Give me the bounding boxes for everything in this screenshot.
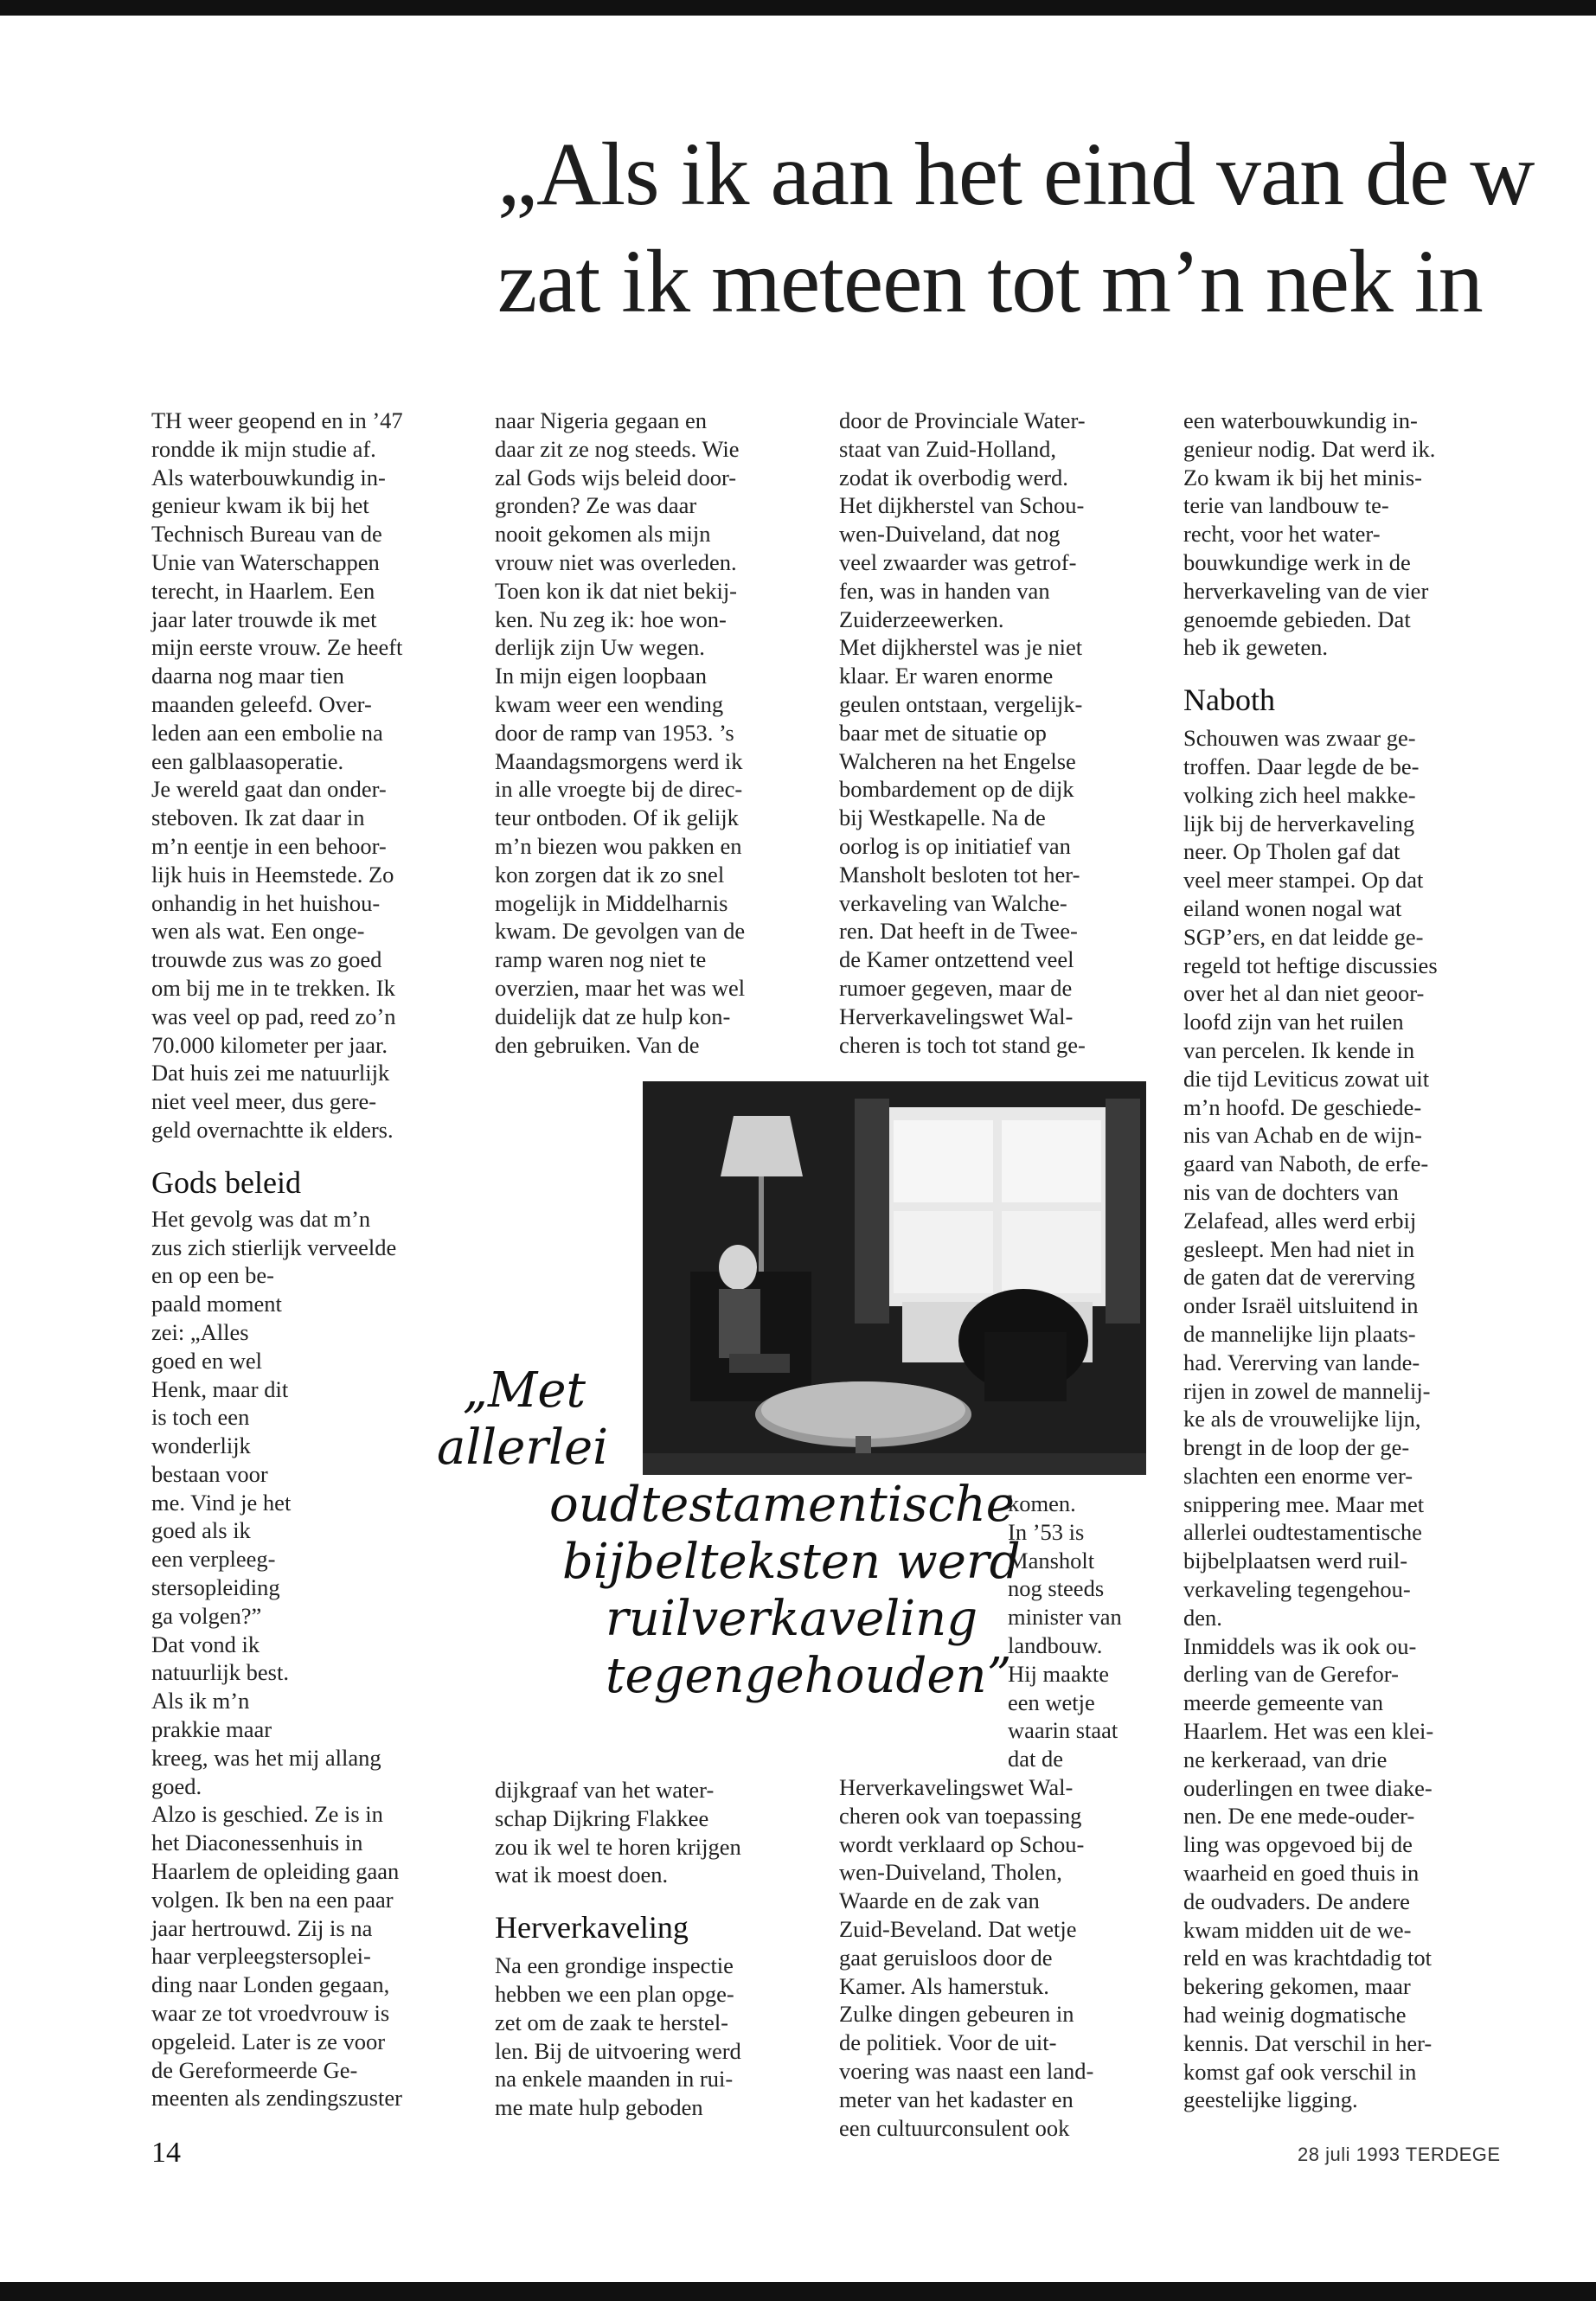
text-line: rijen in zowel de mannelij- [1183, 1377, 1431, 1404]
text-line: door de ramp van 1953. ’s [495, 719, 734, 746]
text-line: Mansholt besloten tot her- [839, 861, 1080, 888]
text-line: bouwkundige werk in de [1183, 548, 1411, 575]
heading-herverkaveling: Herverkaveling [495, 1910, 689, 1945]
text-line: jaar hertrouwd. Zij is na [151, 1914, 373, 1941]
text-line: zet om de zaak te herstel- [495, 2009, 729, 2035]
text-line: naar Nigeria gegaan en [495, 407, 707, 433]
publication-date: 28 juli 1993 TERDEGE [1298, 2144, 1501, 2165]
text-line: me mate hulp geboden [495, 2094, 703, 2121]
text-column-2-bottom [495, 1776, 793, 2122]
col2b-body-after-heading [495, 1952, 793, 2122]
text-line: Na een grondige inspectie [495, 1952, 734, 1979]
text-line: brengt in de loop der ge- [1183, 1434, 1410, 1461]
text-line: oorlog is op initiatief van [839, 832, 1071, 859]
text-line: heb ik geweten. [1183, 634, 1329, 661]
text-line: Walcheren na het Engelse [839, 747, 1076, 774]
text-line: rumoer gegeven, maar de [839, 974, 1073, 1001]
text-line: ke als de vrouwelijke lijn, [1183, 1406, 1421, 1433]
text-line: goed als ik [151, 1517, 251, 1544]
text-line: daarna nog maar tien [151, 663, 344, 689]
text-line: rondde ik mijn studie af. [151, 435, 376, 462]
text-line: teur ontboden. Of ik gelijk [495, 804, 739, 831]
text-line: nis van Achab en de wijn- [1183, 1122, 1422, 1149]
text-line: een galblaasoperatie. [151, 747, 344, 774]
text-line: m’n hoofd. De geschiede- [1183, 1093, 1422, 1120]
text-line: gesleept. Men had niet in [1183, 1235, 1415, 1262]
text-line: schap Dijkring Flakkee [495, 1804, 709, 1831]
text-line: daar zit ze nog steeds. Wie [495, 435, 740, 462]
text-line: recht, voor het water- [1183, 521, 1381, 548]
text-line: onhandig in het huishou- [151, 889, 381, 916]
text-line: ken. Nu zeg ik: hoe won- [495, 606, 727, 632]
text-line: SGP’ers, en dat leidde ge- [1183, 923, 1424, 950]
text-line: de oudvaders. De andere [1183, 1888, 1410, 1914]
text-line: paald moment [151, 1291, 282, 1317]
text-line: baar met de situatie op [839, 719, 1047, 746]
text-line: In ’53 is [1008, 1518, 1085, 1545]
text-line: len. Bij de uitvoering werd [495, 2037, 741, 2064]
text-line: verkaveling tegengehou- [1183, 1576, 1411, 1603]
text-line: ren. Dat heeft in de Twee- [839, 918, 1078, 945]
text-line: steboven. Ik zat daar in [151, 804, 365, 831]
text-line: trouwde zus was zo goed [151, 946, 382, 973]
col3-body [839, 407, 1142, 1059]
text-line: terie van landbouw te- [1183, 492, 1389, 519]
text-line: Als ik m’n [151, 1688, 250, 1715]
text-line: had. Vererving van lande- [1183, 1349, 1420, 1375]
text-line: terecht, in Haarlem. Een [151, 577, 375, 604]
text-line: Mansholt [1008, 1547, 1095, 1574]
text-line: reld en was krachtdadig tot [1183, 1945, 1432, 1971]
pull-quote-line-4: bijbelteksten werd [562, 1534, 1021, 1590]
text-line: wen-Duiveland, dat nog [839, 521, 1061, 548]
text-line: de gaten dat de vererving [1183, 1264, 1415, 1291]
text-line: bijbelplaatsen werd ruil- [1183, 1548, 1408, 1574]
pull-quote-line-1: „Met [463, 1362, 586, 1419]
text-line: mogelijk in Middelharnis [495, 889, 728, 916]
text-line: nen. De ene mede-ouder- [1183, 1803, 1415, 1830]
text-line: Met dijkherstel was je niet [839, 634, 1083, 661]
text-line: na enkele maanden in rui- [495, 2066, 734, 2093]
text-line: landbouw. [1008, 1631, 1103, 1658]
text-line: over het al dan niet geoor- [1183, 980, 1425, 1007]
text-line: en op een be- [151, 1262, 274, 1289]
text-line: bij Westkapelle. Na de [839, 804, 1046, 831]
pull-quote [437, 1362, 1021, 1705]
text-line: klaar. Er waren enorme [839, 663, 1054, 689]
text-line: Zelafead, alles werd erbij [1183, 1207, 1417, 1234]
pull-quote-line-2: allerlei [437, 1420, 609, 1476]
text-line: TH weer geopend en in ’47 [151, 407, 403, 433]
text-line: derlijk zijn Uw wegen. [495, 634, 705, 661]
text-line: den gebruiken. Van de [495, 1031, 700, 1058]
text-line: cheren is toch tot stand ge- [839, 1031, 1086, 1058]
text-line: genoemde gebieden. Dat [1183, 606, 1411, 632]
text-line: Het gevolg was dat m’n [151, 1205, 371, 1232]
text-line: geld overnachtte ik elders. [151, 1116, 394, 1143]
headline-line-1: „Als ik aan het eind van de w [497, 125, 1535, 224]
text-line: nooit gekomen als mijn [495, 521, 711, 548]
text-line: cheren ook van toepassing [839, 1802, 1082, 1829]
col4-body-after-heading [1183, 724, 1495, 2114]
text-line: door de Provinciale Water- [839, 407, 1086, 433]
text-line: de Kamer ontzettend veel [839, 946, 1074, 973]
text-column-3 [839, 407, 1142, 1059]
text-line: Als waterbouwkundig in- [151, 464, 386, 490]
text-line: Haarlem. Het was een klei- [1183, 1718, 1434, 1745]
text-line: die tijd Leviticus zowat uit [1183, 1065, 1430, 1092]
text-line: Dat huis zei me natuurlijk [151, 1060, 390, 1086]
text-line: voering was naast een land- [839, 2057, 1094, 2084]
text-line: Zo kwam ik bij het minis- [1183, 464, 1423, 490]
text-line: de politiek. Voor de uit- [839, 2029, 1057, 2056]
text-line: ga volgen?” [151, 1602, 262, 1629]
text-line: kwam midden uit de we- [1183, 1916, 1412, 1943]
text-line: gaat geruisloos door de [839, 1944, 1053, 1971]
text-line: Hij maakte [1008, 1660, 1109, 1687]
text-line: hebben we een plan opge- [495, 1980, 734, 2007]
text-line: vrouw niet was overleden. [495, 548, 737, 575]
col1-body-after-heading [151, 1205, 454, 2113]
text-line: loofd zijn van het ruilen [1183, 1009, 1404, 1035]
pull-quote-line-6: tegengehouden” [606, 1648, 1012, 1704]
text-line: Technisch Bureau van de [151, 521, 382, 548]
text-line: volgen. Ik ben na een paar [151, 1886, 394, 1913]
text-line: Kamer. Als hamerstuk. [839, 1972, 1049, 1999]
text-line: nog steeds [1008, 1575, 1105, 1602]
pull-quote-line-3: oudtestamentische [549, 1477, 1015, 1533]
text-line: Inmiddels was ik ook ou- [1183, 1632, 1417, 1659]
text-line: genieur nodig. Dat werd ik. [1183, 435, 1436, 462]
text-line: is toch een [151, 1404, 250, 1431]
text-line: veel meer stampei. Op dat [1183, 867, 1424, 894]
text-line: was veel op pad, reed zo’n [151, 1003, 396, 1029]
text-line: geestelijke ligging. [1183, 2086, 1358, 2113]
text-line: me. Vind je het [151, 1489, 292, 1516]
text-line: stersopleiding [151, 1574, 280, 1601]
text-line: een cultuurconsulent ook [839, 2114, 1070, 2141]
headline-line-2: zat ik meteen tot m’n nek in [497, 232, 1483, 331]
text-line: regeld tot heftige discussies [1183, 952, 1438, 978]
text-line: zodat ik overbodig werd. [839, 464, 1068, 490]
text-line: zei: „Alles [151, 1318, 249, 1345]
text-line: den. [1183, 1604, 1222, 1631]
text-line: goed. [151, 1772, 202, 1799]
text-line: Alzo is geschied. Ze is in [151, 1801, 383, 1828]
text-line: meerde gemeente van [1183, 1689, 1384, 1716]
text-line: allerlei oudtestamentische [1183, 1519, 1422, 1546]
col2b-body [495, 1776, 793, 1889]
text-line: wordt verklaard op Schou- [839, 1830, 1085, 1857]
text-line: ling was opgevoed bij de [1183, 1831, 1413, 1858]
text-line: kennis. Dat verschil in her- [1183, 2029, 1433, 2056]
text-line: mijn eerste vrouw. Ze heeft [151, 634, 403, 661]
text-line: zou ik wel te horen krijgen [495, 1833, 741, 1860]
text-line: minister van [1008, 1604, 1122, 1631]
text-line: volking zich heel makke- [1183, 781, 1416, 808]
text-line: lijk huis in Heemstede. Zo [151, 861, 394, 888]
text-line: kwam. De gevolgen van de [495, 918, 746, 945]
text-line: Je wereld gaat dan onder- [151, 776, 387, 803]
article-headline [497, 121, 1596, 336]
text-line: snippering mee. Maar met [1183, 1490, 1425, 1517]
text-line: kreeg, was het mij allang [151, 1744, 381, 1771]
text-line: meenten als zendingszuster [151, 2085, 402, 2112]
text-line: nis van de dochters van [1183, 1178, 1399, 1205]
text-line: wen als wat. Een onge- [151, 918, 365, 945]
heading-naboth: Naboth [1183, 683, 1275, 718]
text-line: goed en wel [151, 1347, 263, 1374]
text-line: ding naar Londen gegaan, [151, 1971, 390, 1998]
text-line: Toen kon ik dat niet bekij- [495, 577, 738, 604]
text-line: meter van het kadaster en [839, 2086, 1074, 2112]
text-line: veel zwaarder was getrof- [839, 548, 1077, 575]
text-line: komen. [1008, 1490, 1076, 1516]
text-line: gronden? Ze was daar [495, 492, 697, 519]
col4-body [1183, 407, 1495, 662]
text-line: geulen ontstaan, vergelijk- [839, 690, 1083, 717]
text-line: ouderlingen en twee diake- [1183, 1774, 1433, 1801]
text-line: wat ik moest doen. [495, 1862, 669, 1888]
text-line: dijkgraaf van het water- [495, 1777, 715, 1803]
text-column-3-narrow [1008, 1490, 1146, 1773]
text-line: Zulke dingen gebeuren in [839, 2001, 1074, 2028]
text-line: de Gereformeerde Ge- [151, 2056, 358, 2083]
text-line: wonderlijk [151, 1433, 251, 1459]
text-line: gaard van Naboth, de erfe- [1183, 1150, 1429, 1177]
text-line: lijk bij de herverkaveling [1183, 810, 1415, 836]
text-line: Unie van Waterschappen [151, 548, 380, 575]
text-line: Henk, maar dit [151, 1375, 289, 1402]
text-line: ramp waren nog niet te [495, 946, 707, 973]
text-line: kwam weer een wending [495, 690, 724, 717]
text-line: In mijn eigen loopbaan [495, 663, 708, 689]
text-line: zal Gods wijs beleid door- [495, 464, 737, 490]
text-line: leden aan een embolie na [151, 719, 383, 746]
text-column-2 [495, 407, 793, 1059]
text-column-3-bottom [839, 1773, 1142, 2142]
text-line: dat de [1008, 1746, 1064, 1772]
text-line: Het dijkherstel van Schou- [839, 492, 1085, 519]
text-line: herverkaveling van de vier [1183, 577, 1429, 604]
text-line: waarin staat [1008, 1717, 1118, 1744]
text-line: Zuiderzeewerken. [839, 606, 1004, 632]
text-line: Haarlem de opleiding gaan [151, 1858, 400, 1885]
text-line: de mannelijke lijn plaats- [1183, 1320, 1416, 1347]
page-number: 14 [151, 2137, 181, 2169]
text-line: Waarde en de zak van [839, 1888, 1040, 1914]
text-line: jaar later trouwde ik met [151, 606, 377, 632]
text-line: om bij me in te trekken. Ik [151, 974, 395, 1001]
text-line: waar ze tot vroedvrouw is [151, 2000, 390, 2027]
text-line: Zuid-Beveland. Dat wetje [839, 1915, 1077, 1942]
text-line: slachten een enorme ver- [1183, 1462, 1413, 1489]
col3c-body [839, 1773, 1142, 2142]
text-line: derling van de Gerefor- [1183, 1661, 1399, 1688]
text-line: een verpleeg- [151, 1546, 276, 1573]
text-line: een waterbouwkundig in- [1183, 407, 1418, 433]
text-line: genieur kwam ik bij het [151, 492, 369, 519]
text-line: wen-Duiveland, Tholen, [839, 1859, 1062, 1886]
text-line: bestaan voor [151, 1460, 268, 1487]
text-line: Dat vond ik [151, 1631, 260, 1657]
bottom-band [0, 2282, 1596, 2301]
text-line: een wetje [1008, 1689, 1095, 1715]
text-line: zus zich stierlijk verveelde [151, 1234, 397, 1260]
text-line: kon zorgen dat ik zo snel [495, 861, 725, 888]
text-line: troffen. Daar legde de be- [1183, 753, 1420, 779]
text-line: verkaveling van Walche- [839, 889, 1067, 916]
text-line: Maandagsmorgens werd ik [495, 747, 743, 774]
text-line: m’n eentje in een behoor- [151, 832, 387, 859]
text-line: duidelijk dat ze hulp kon- [495, 1003, 731, 1029]
col1-body [151, 407, 454, 1144]
text-line: maanden geleefd. Over- [151, 690, 372, 717]
text-line: had weinig dogmatische [1183, 2002, 1407, 2029]
text-column-1 [151, 407, 454, 2112]
text-line: Herverkavelingswet Wal- [839, 1774, 1074, 1800]
text-line: waarheid en goed thuis in [1183, 1860, 1420, 1887]
text-line: haar verpleegstersoplei- [151, 1943, 371, 1970]
text-line: opgeleid. Later is ze voor [151, 2028, 386, 2054]
text-line: eiland wonen nogal wat [1183, 894, 1402, 921]
col3b-body [1008, 1490, 1146, 1773]
text-line: Schouwen was zwaar ge- [1183, 725, 1416, 752]
text-line: bekering gekomen, maar [1183, 1973, 1411, 2000]
text-line: van percelen. Ik kende in [1183, 1036, 1415, 1063]
text-line: ne kerkeraad, van drie [1183, 1746, 1388, 1772]
text-line: in alle vroegte bij de direc- [495, 776, 743, 803]
text-line: komst gaf ook verschil in [1183, 2058, 1417, 2085]
text-line: fen, was in handen van [839, 577, 1050, 604]
text-line: overzien, maar het was wel [495, 974, 746, 1001]
text-line: Herverkavelingswet Wal- [839, 1003, 1074, 1029]
pull-quote-line-5: ruilverkaveling [606, 1591, 978, 1647]
text-line: het Diaconessenhuis in [151, 1830, 363, 1856]
text-line: natuurlijk best. [151, 1659, 289, 1686]
text-line: staat van Zuid-Holland, [839, 435, 1056, 462]
col2-body [495, 407, 793, 1059]
text-line: bombardement op de dijk [839, 776, 1074, 803]
top-rule [0, 0, 1596, 16]
text-line: neer. Op Tholen gaf dat [1183, 838, 1401, 865]
text-line: onder Israël uitsluitend in [1183, 1292, 1419, 1319]
text-line: 70.000 kilometer per jaar. [151, 1031, 388, 1058]
heading-gods-beleid: Gods beleid [151, 1164, 301, 1200]
text-line: niet veel meer, dus gere- [151, 1088, 377, 1115]
text-line: m’n biezen wou pakken en [495, 832, 742, 859]
text-line: prakkie maar [151, 1716, 272, 1743]
text-column-4 [1183, 407, 1495, 2114]
